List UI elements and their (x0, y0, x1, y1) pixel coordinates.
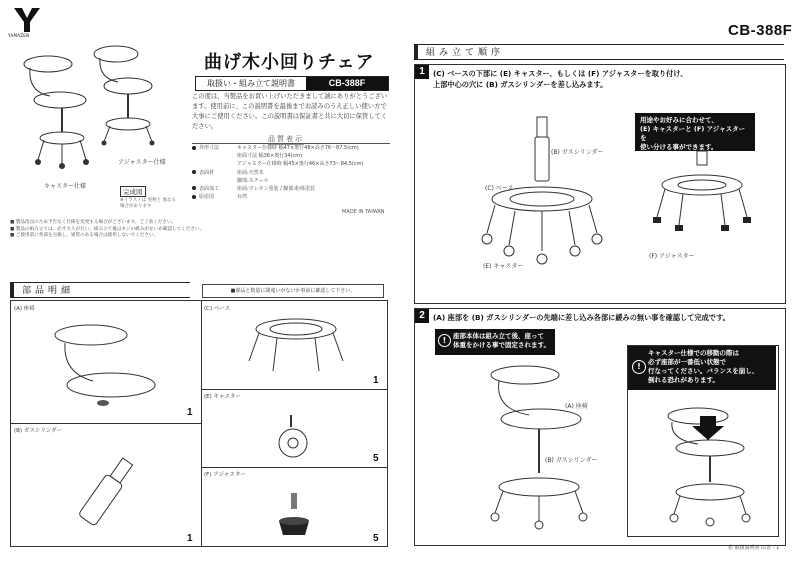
base-part-illustration (241, 313, 351, 383)
parts-heading: 部品明細 (10, 282, 190, 298)
seat-part-illustration (51, 323, 161, 413)
part-cell-c (201, 301, 387, 390)
footer: ㊟ 取扱説明書 山善 - 1 (728, 545, 780, 551)
spec-title: 品質表示 (268, 135, 304, 143)
step-1-callout (635, 113, 755, 151)
note-line: ■ ご使用前に各部を点検し、異常のある場合は使用しないでください。 (10, 233, 159, 238)
assembly-heading: 組み立て順序 (414, 44, 784, 60)
done-note: ※イラストは 実物と 異なる場合があります (120, 198, 176, 209)
label-caster: (E) キャスター (483, 263, 524, 270)
step-2-chair-illustration (485, 363, 598, 533)
done-label: 完成図 (120, 186, 146, 197)
parts-grid (10, 300, 388, 547)
spec-table (192, 143, 390, 204)
part-label: (E) キャスター (204, 394, 242, 400)
lowest-position-illustration (658, 406, 758, 526)
callout-line: 使い分ける事ができます。 (640, 143, 718, 151)
part-label: (F) アジャスター (204, 472, 246, 478)
subtitle-bar (195, 76, 389, 91)
step-1-box (414, 64, 786, 304)
subtitle-left: 取扱い・組み立て説明書 (207, 79, 295, 88)
caster-caption: キャスター仕様 (44, 183, 87, 190)
label-gas-cylinder-2: (B) ガスシリンダー (545, 457, 598, 464)
step-2-warning-1 (435, 329, 555, 355)
step-1-base-illustration (485, 113, 635, 273)
spec-row: アジャスター仕様時 幅45×奥行46×高さ73〜84.5(cm) (237, 161, 364, 168)
part-qty: 1 (373, 375, 379, 386)
part-label: (B) ガスシリンダー (14, 428, 63, 434)
intro-text: この度は、当製品をお買い上げいただきまして誠にありがとうございます。使用前に、この説明書を最後までお読みのうえ正しい使い方で大事にご使用ください。この説明書は保証書と共に大切に保管してください。 (192, 93, 388, 130)
warning-icon: ! (438, 334, 451, 347)
warning-line: キャスター仕様での移動の際は (648, 349, 739, 357)
label-gas-cylinder: (B) ガスシリンダー (551, 149, 604, 156)
spec-row: 脚部:スチール (237, 177, 269, 184)
warning-icon: ! (632, 360, 646, 374)
parts-note: ■部品と数量に間違いがないか事前に確認して下さい。 (202, 284, 384, 298)
part-cell-f (201, 467, 387, 546)
down-arrow-icon (692, 416, 724, 440)
spec-row: 原産国 台湾 (192, 193, 390, 201)
chair-adjuster-illustration (88, 42, 168, 162)
step-2-warning-2 (628, 346, 776, 390)
step-1-text-1: (C) ベースの下部に (E) キャスター、もしくは (F) アジャスターを取り付け、 (433, 69, 688, 78)
model-number-top: CB-388F (728, 22, 793, 39)
notes (10, 220, 390, 240)
part-cell-b (11, 423, 202, 546)
yamazen-logo-icon (10, 6, 44, 34)
note-line: ■ 製品の組み立ては、必ず大人が行い、組み立て後はネジの緩みがないか確認してください。 (10, 226, 205, 232)
note-line: ■ 製品改良のため予告なく仕様を変更する場合がございます。ご了承ください。 (10, 220, 177, 225)
step-2-text: (A) 座部を (B) ガスシリンダーの先端に差し込み各部に緩みの無い事を確認して完成です。 (433, 313, 730, 322)
gas-cylinder-illustration (77, 451, 137, 531)
part-cell-a (11, 301, 202, 424)
adjuster-part-illustration (275, 491, 315, 541)
warning-line: 行なってください。バランスを崩し、 (648, 367, 759, 375)
step-2-box (414, 308, 786, 546)
page-title: 曲げ木小回りチェア (204, 52, 375, 73)
part-qty: 1 (187, 533, 193, 544)
part-qty: 5 (373, 453, 379, 464)
spec-row: 外形寸法 キャスター仕様時 幅47×奥行48×高さ76〜87.5(cm) (192, 144, 390, 152)
part-label: (C) ベース (204, 306, 231, 312)
warning-line: 体重をかける事で固定されます。 (453, 341, 550, 349)
step-2-warning-panel (627, 345, 779, 537)
logo-text: YAMAZEN (8, 33, 30, 38)
step-1-number: 1 (415, 65, 429, 79)
label-adjuster: (F) アジャスター (649, 253, 695, 260)
label-seat: (A) 座椅 (565, 403, 588, 410)
spec-row: 表面加工 座面:ウレタン塗装 / 脚部:粉体塗装 (192, 185, 390, 193)
step-1-adjuster-illustration (649, 149, 759, 259)
made-in: MADE IN TAIWAN (342, 209, 385, 215)
adjuster-caption: アジャスター仕様 (118, 159, 166, 166)
callout-line: (E) キャスターと (F) アジャスターを (640, 125, 746, 142)
spec-row: 表面材 座面:天然木 (192, 169, 390, 177)
spec-row: 座面寸法 幅36×奥行34(cm) (237, 153, 303, 160)
part-cell-e (201, 389, 387, 468)
subtitle-model: CB-388F (306, 77, 388, 90)
part-label: (A) 座椅 (14, 306, 35, 312)
step-1-text-2: 上部中心の穴に (B) ガスシリンダーを差し込みます。 (433, 80, 608, 89)
warning-line: 必ず座部が一番低い状態で (648, 358, 726, 366)
caster-part-illustration (269, 413, 319, 463)
step-2-number: 2 (415, 309, 429, 323)
part-qty: 5 (373, 533, 379, 544)
label-base: (C) ベース (485, 185, 514, 192)
warning-line: 座部本体は組み立て後、座って (453, 332, 544, 340)
callout-line: 用途やお好みに合わせて、 (640, 116, 718, 124)
warning-line: 倒れる恐れがあります。 (648, 376, 719, 384)
part-qty: 1 (187, 407, 193, 418)
